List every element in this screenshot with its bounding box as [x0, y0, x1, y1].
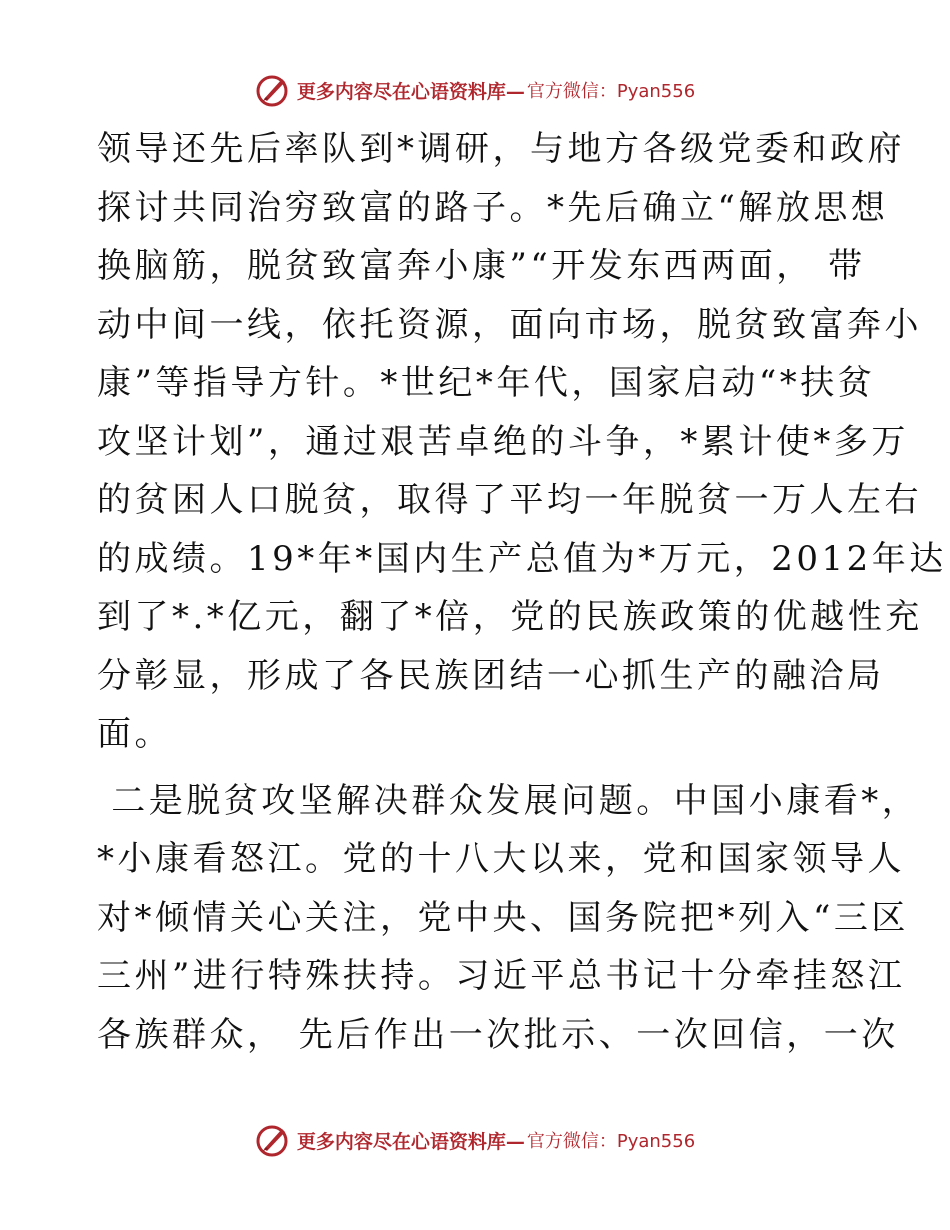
text-line: 的贫困人口脱贫，取得了平均一年脱贫一万人左右 — [97, 480, 922, 520]
text-line: 领导还先后率队到*调研，与地方各级党委和政府 — [97, 129, 905, 169]
text-line: 三州”进行特殊扶持。习近平总书记十分牵挂怒江 — [97, 956, 906, 996]
text-line: 分彰显，形成了各民族团结一心抓生产的融洽局 — [97, 655, 885, 696]
text-line: 面。 — [97, 714, 172, 754]
watermark-wechat-text: 官方微信：Pyan556 — [526, 81, 696, 102]
text-line: 探讨共同治穷致富的路子。*先后确立“解放思想 — [97, 187, 889, 228]
paragraph-spacer — [97, 764, 857, 772]
watermark-site-text: 更多内容尽在心语资料库— — [296, 80, 525, 103]
quill-logo-icon — [255, 72, 291, 108]
text-line: 动中间一线，依托资源，面向市场，脱贫致富奔小 — [97, 304, 922, 345]
text-line: 的成绩。19*年*国内生产总值为*万元，2012年达 — [97, 538, 947, 579]
text-line: *小康看怒江。党的十八大以来，党和国家领导人 — [97, 839, 905, 879]
text-line: 攻坚计划”，通过艰苦卓绝的斗争，*累计使*多万 — [97, 421, 909, 462]
text-line: 对*倾情关心关注，党中央、国务院把*列入“三区 — [97, 897, 909, 938]
text-line: 换脑筋，脱贫致富奔小康”“开发东西两面， 带 — [97, 246, 866, 286]
watermark-wechat-text: 官方微信：Pyan556 — [526, 1131, 696, 1152]
paragraph-1 — [97, 120, 947, 764]
paragraph-2 — [97, 772, 920, 1065]
footer-watermark — [0, 1120, 950, 1160]
quill-logo-icon — [255, 1122, 291, 1158]
text-line: 到了*.*亿元，翻了*倍，党的民族政策的优越性充 — [97, 597, 923, 637]
document-body — [97, 120, 947, 1064]
header-watermark — [0, 70, 950, 110]
text-line: 各族群众， 先后作出一次批示、一次回信，一次 — [97, 1014, 899, 1055]
watermark-site-text: 更多内容尽在心语资料库— — [296, 1130, 525, 1153]
text-line: 二是脱贫攻坚解决群众发展问题。中国小康看*， — [97, 780, 920, 821]
text-line: 康”等指导方针。*世纪*年代，国家启动“*扶贫 — [97, 363, 876, 403]
